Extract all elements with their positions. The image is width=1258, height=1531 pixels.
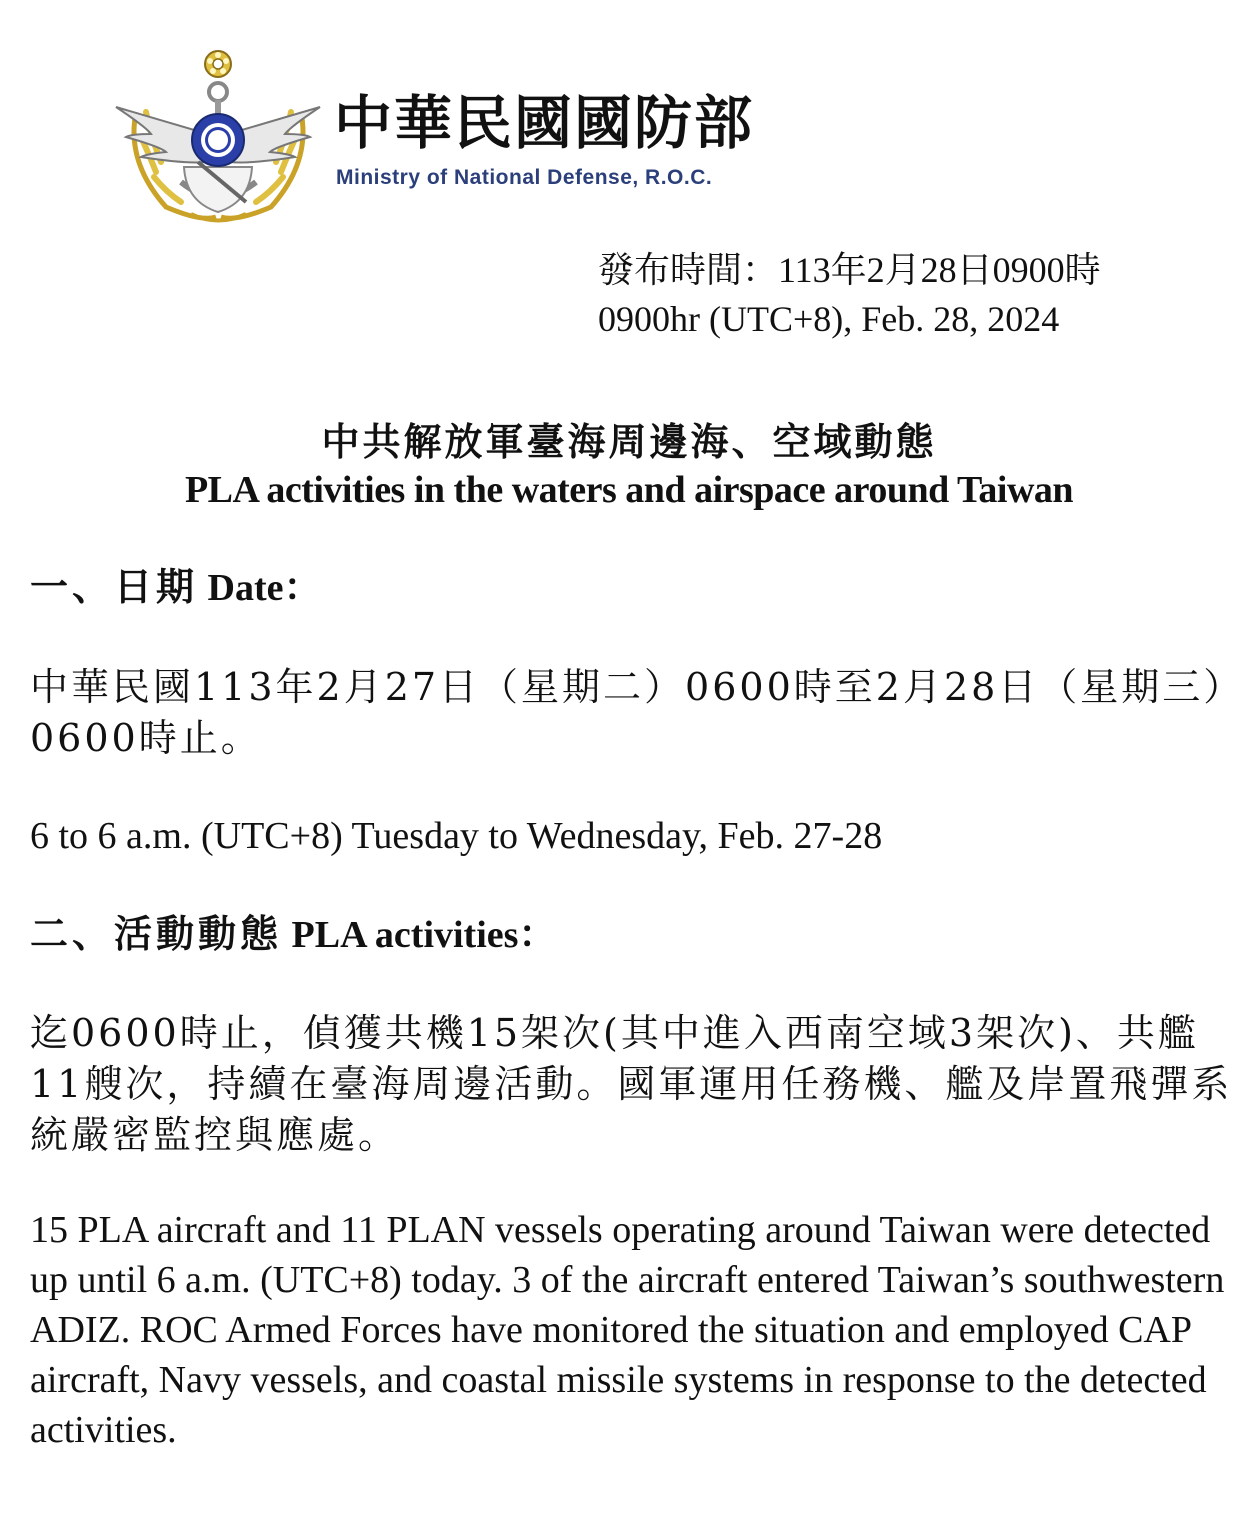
section-date-heading-colon: ：: [283, 567, 322, 609]
section-activities-heading: [30, 910, 1240, 959]
title-en: PLA activities in the waters and airspace around Taiwan: [184, 469, 1074, 511]
date-body-zh: 中華民國113年2月27日（星期二）0600時至2月28日（星期三）0600時止。: [30, 665, 1226, 760]
release-time-en: 0900hr (UTC+8), Feb. 28, 2024: [598, 299, 1060, 339]
page-title: [0, 418, 1258, 514]
section-activities-heading-en: PLA activities: [291, 914, 519, 956]
title-zh: 中共解放軍臺海周邊海、空域動態: [321, 419, 937, 464]
date-body-en: 6 to 6 a.m. (UTC+8) Tuesday to Wednesday, Feb. 27-28: [30, 815, 883, 857]
section-activities-heading-zh: 二、活動動態: [30, 911, 283, 956]
section-activities-heading-colon: ：: [518, 914, 557, 956]
section-date-heading-zh: 一、日期: [30, 564, 199, 609]
section-date-heading: [30, 563, 1240, 612]
release-time-zh: 發布時間：113年2月28日0900時: [598, 250, 1101, 290]
activities-body-en: 15 PLA aircraft and 11 PLAN vessels operating around Taiwan were detected up until 6 a.m. (UTC+8) today. 3 of the aircraft entered Taiwan’s southwestern ADIZ. ROC Armed Forces have monitored the situation and employed CAP aircraft, Navy vessels, and coastal missile systems in response to the detected activities.: [30, 1209, 1225, 1451]
ministry-name-zh: 中華民國國防部: [334, 89, 755, 157]
release-time: [598, 246, 1101, 344]
ministry-name-en: Ministry of National Defense, R.O.C.: [336, 166, 713, 189]
section-date-heading-en: Date: [207, 567, 284, 609]
mnd-emblem-icon: [106, 42, 331, 227]
activities-body-zh: 迄0600時止，偵獲共機15架次(其中進入西南空域3架次)、共艦11艘次，持續在臺海周邊活動。國軍運用任務機、艦及岸置飛彈系統嚴密監控與應處。: [30, 1011, 1233, 1157]
letterhead: [106, 42, 806, 232]
